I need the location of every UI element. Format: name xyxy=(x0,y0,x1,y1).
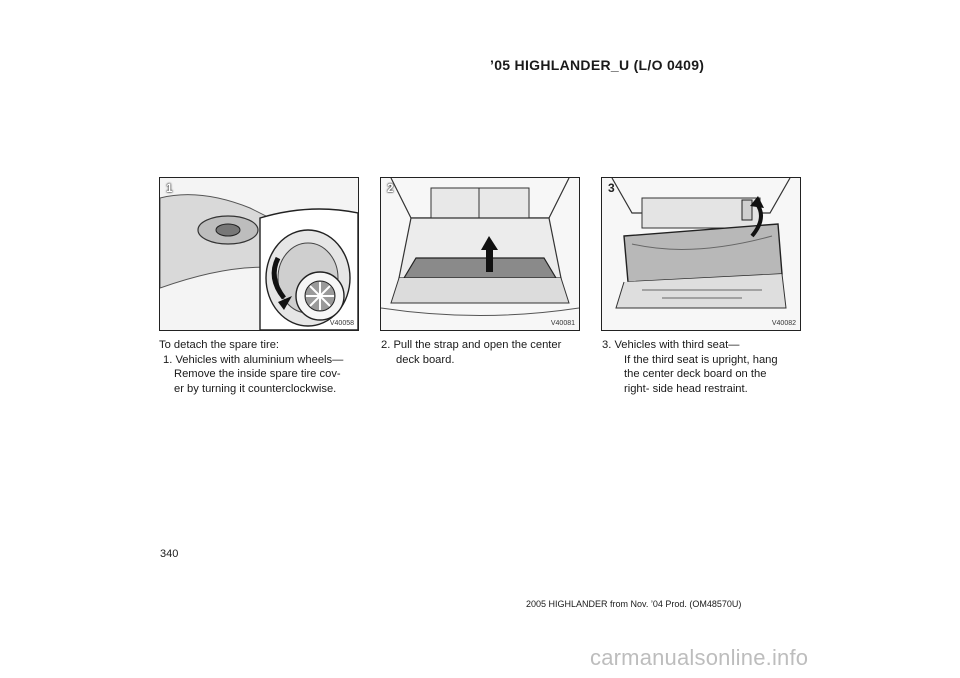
step-1-body-line-1: Remove the inside spare tire cov- xyxy=(174,368,341,380)
step-1-heading: 1. Vehicles with aluminium wheels— xyxy=(163,353,344,366)
figure-number: 1 xyxy=(166,181,173,195)
instruction-column-3 xyxy=(602,338,802,396)
watermark: carmanualsonline.info xyxy=(590,645,809,670)
step-1-body-line-2: er by turning it counterclockwise. xyxy=(174,382,337,395)
instruction-column-1 xyxy=(159,338,359,396)
step-3-body-line-2: the center deck board on the xyxy=(624,368,767,380)
intro-text: To detach the spare tire: xyxy=(159,339,280,351)
figure-code: V40058 xyxy=(329,320,354,327)
step-2-body-line-1: deck board. xyxy=(396,353,455,366)
figure-code: V40081 xyxy=(550,320,575,327)
step-2-heading: 2. Pull the strap and open the center xyxy=(381,339,562,351)
step-3-body-line-3: right- side head restraint. xyxy=(624,382,748,395)
deck-board-illustration-icon xyxy=(381,178,579,330)
figure-3 xyxy=(601,177,801,331)
page-header: ’05 HIGHLANDER_U (L/O 0409) xyxy=(490,57,705,73)
spare-tire-illustration-icon xyxy=(160,178,358,330)
step-3-heading: 3. Vehicles with third seat— xyxy=(602,339,740,351)
figure-number: 2 xyxy=(387,181,394,195)
figure-2 xyxy=(380,177,580,331)
figure-1 xyxy=(159,177,359,331)
instruction-column-2 xyxy=(381,338,581,367)
figure-number: 3 xyxy=(608,181,615,195)
page-number: 340 xyxy=(160,548,179,560)
page-footer: 2005 HIGHLANDER from Nov. ’04 Prod. (OM48570U) xyxy=(526,599,742,609)
figure-code: V40082 xyxy=(771,320,796,327)
step-3-body-line-1: If the third seat is upright, hang xyxy=(624,353,778,366)
third-seat-illustration-icon xyxy=(602,178,800,330)
